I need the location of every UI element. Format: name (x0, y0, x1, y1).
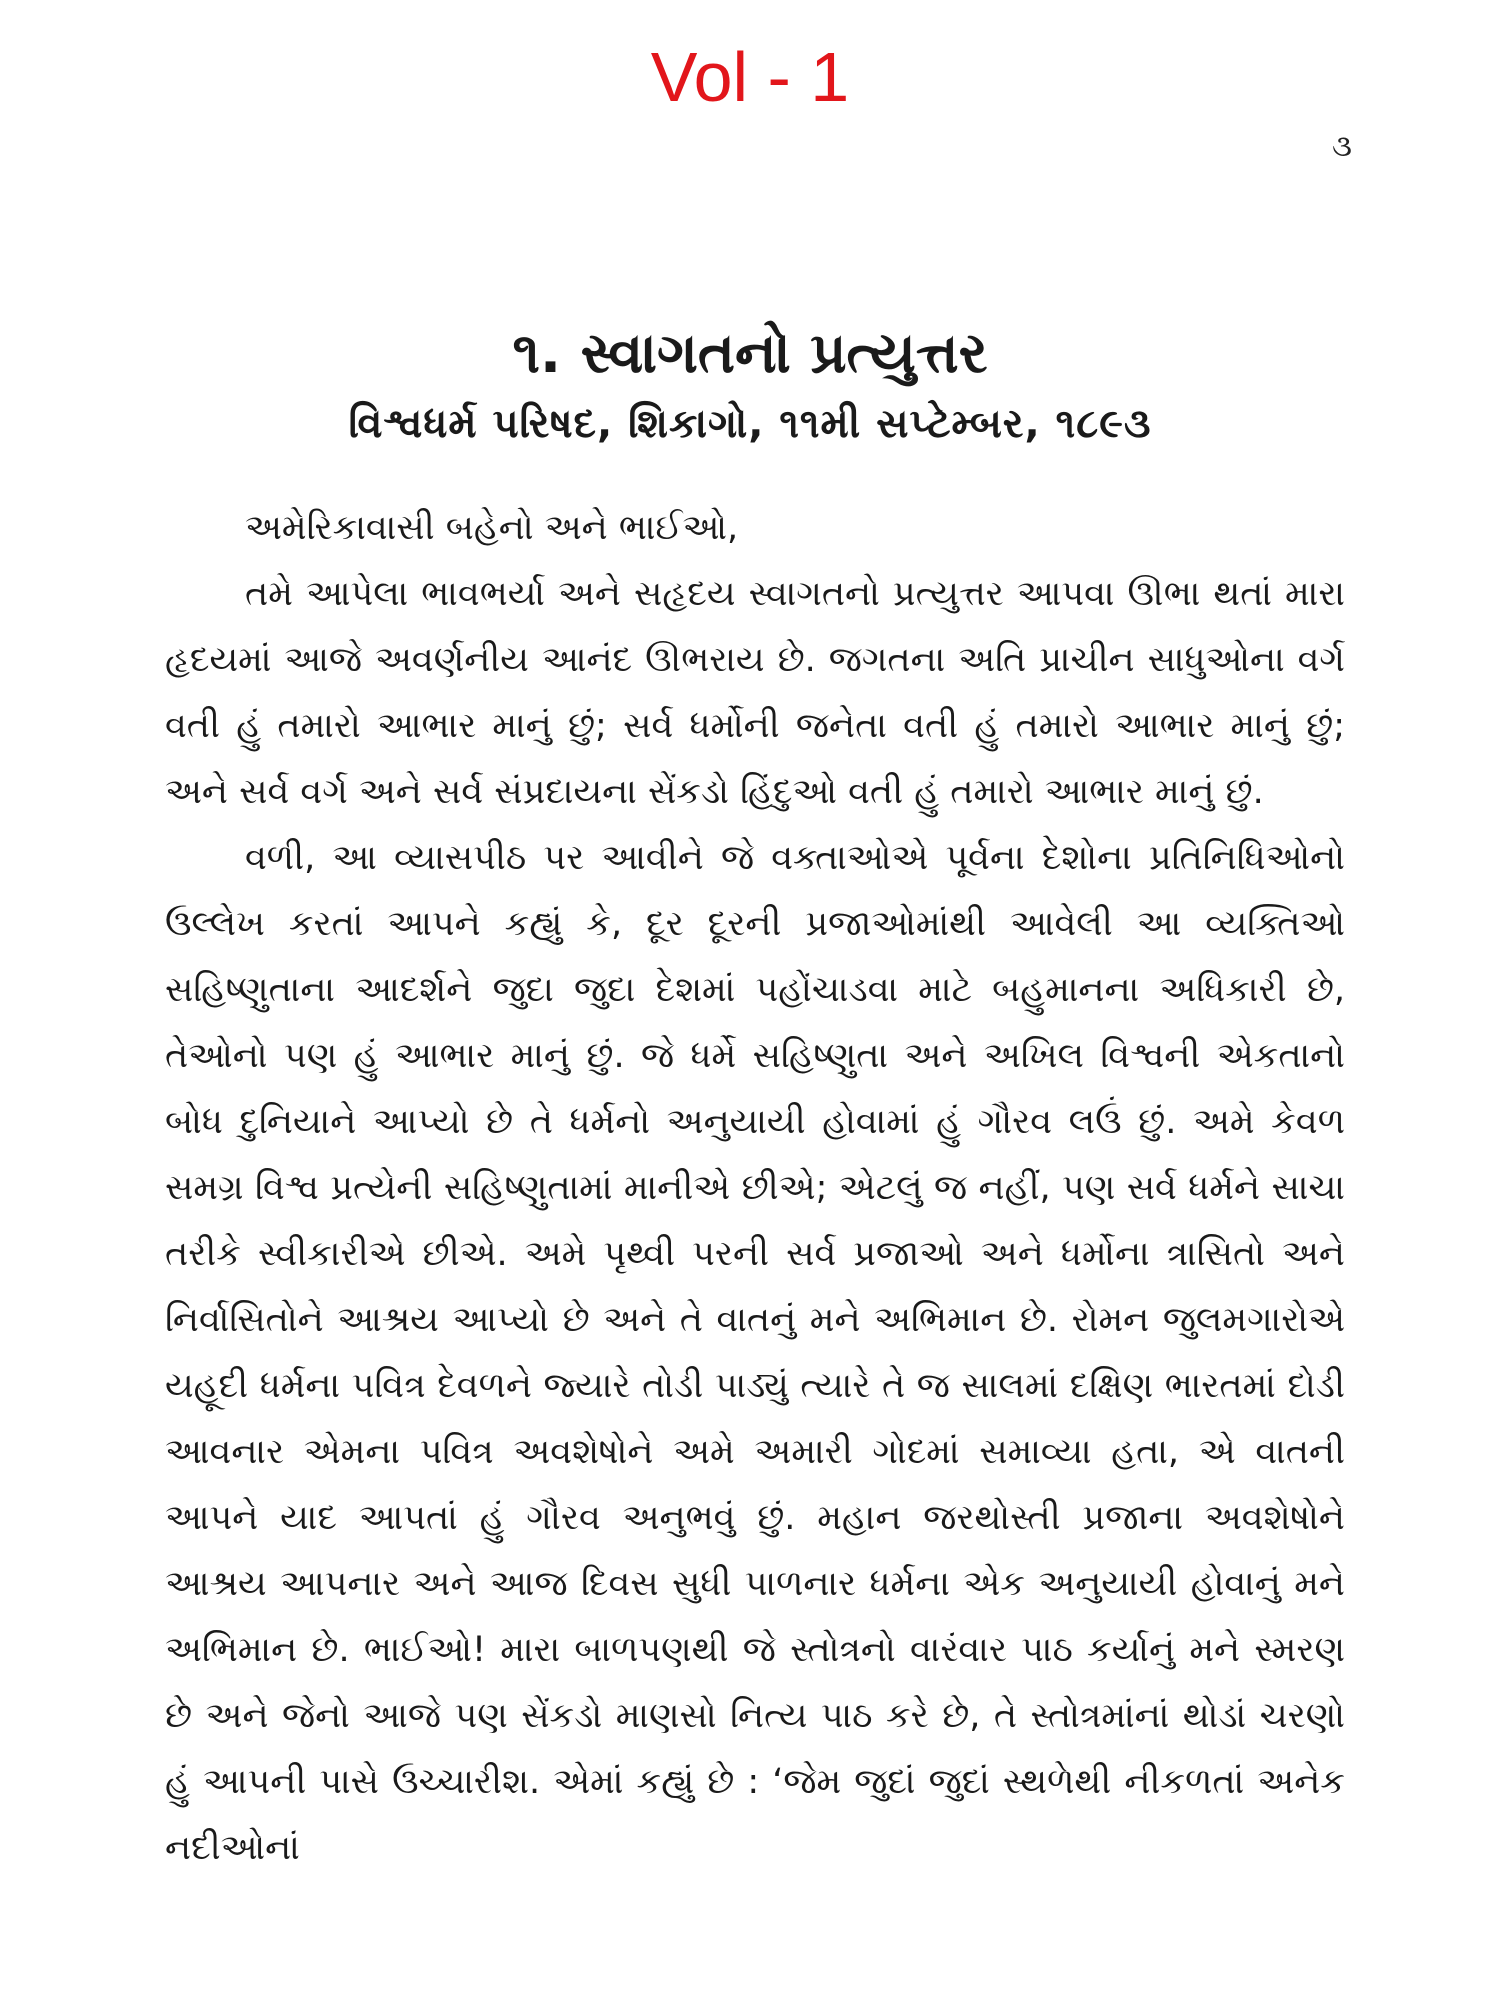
volume-label: Vol - 1 (650, 38, 850, 116)
chapter-subtitle: વિશ્વધર્મ પરિષદ, શિકાગો, ૧૧મી સપ્ટેમ્બર, ૧૮૯૩ (348, 401, 1152, 448)
salutation: અમેરિકાવાસી બહેનો અને ભાઈઓ, (245, 508, 739, 548)
page-number: ૩ (1332, 129, 1352, 164)
paragraph: તમે આપેલા ભાવભર્યા અને સહૃદય સ્વાગતનો પ્રત્યુત્તર આપવા ઊભા થતાં મારા હૃદયમાં આજે અવર્ણનીય આનંદ ઊભરાય છે. જગતના અતિ પ્રાચીન સાધુઓના વર્ગ વતી હું તમારો આભાર માનું છું; સર્વ ધર્મોની જનેતા વતી હું તમારો આભાર માનું છું; અને સર્વ વર્ગ અને સર્વ સંપ્રદાયના સેંકડો હિંદુઓ વતી હું તમારો આભાર માનું છું. (165, 574, 1345, 812)
paragraph: વળી, આ વ્યાસપીઠ પર આવીને જે વક્તાઓએ પૂર્વના દેશોના પ્રતિનિધિઓનો ઉલ્લેખ કરતાં આપને કહ્યું કે, દૂર દૂરની પ્રજાઓમાંથી આવેલી આ વ્યક્તિઓ સહિષ્ણુતાના આદર્શને જુદા જુદા દેશમાં પહોંચાડવા માટે બહુમાનના અધિકારી છે, તેઓનો પણ હું આભાર માનું છું. જે ધર્મે સહિષ્ણુતા અને અખિલ વિશ્વની એકતાનો બોધ દુનિયાને આપ્યો છે તે ધર્મનો અનુયાયી હોવામાં હું ગૌરવ લઉં છું. અમે કેવળ સમગ્ર વિશ્વ પ્રત્યેની સહિષ્ણુતામાં માનીએ છીએ; એટલું જ નહીં, પણ સર્વ ધર્મને સાચા તરીકે સ્વીકારીએ છીએ. અમે પૃથ્વી પરની સર્વ પ્રજાઓ અને ધર્મોના ત્રાસિતો અને નિર્વાસિતોને આશ્રય આપ્યો છે અને તે વાતનું મને અભિમાન છે. રોમન જુલમગારોએ યહૂદી ધર્મના પવિત્ર દેવળને જ્યારે તોડી પાડ્યું ત્યારે તે જ સાલમાં દક્ષિણ ભારતમાં દોડી આવનાર એમના પવિત્ર અવશેષોને અમે અમારી ગોદમાં સમાવ્યા હતા, એ વાતની આપને યાદ આપતાં હું ગૌરવ અનુભવું છું. મહાન જરથોસ્તી પ્રજાના અવશેષોને આશ્રય આપનાર અને આજ દિવસ સુધી પાળનાર ધર્મના એક અનુયાયી હોવાનું મને અભિમાન છે. ભાઈઓ! મારા બાળપણથી જે સ્તોત્રનો વારંવાર પાઠ કર્યાનું મને સ્મરણ છે અને જેનો આજે પણ સેંકડો માણસો નિત્ય પાઠ કરે છે, તે સ્તોત્રમાંનાં થોડાં ચરણો હું આપની પાસે ઉચ્ચારીશ. એમાં કહ્યું છે : ‘જેમ જુદાં જુદાં સ્થળેથી નીકળતાં અનેક નદીઓનાં (165, 838, 1345, 1868)
body-text (165, 495, 1345, 1881)
chapter-heading (0, 322, 1500, 448)
chapter-title: ૧. સ્વાગતનો પ્રત્યુત્તર (512, 321, 988, 386)
